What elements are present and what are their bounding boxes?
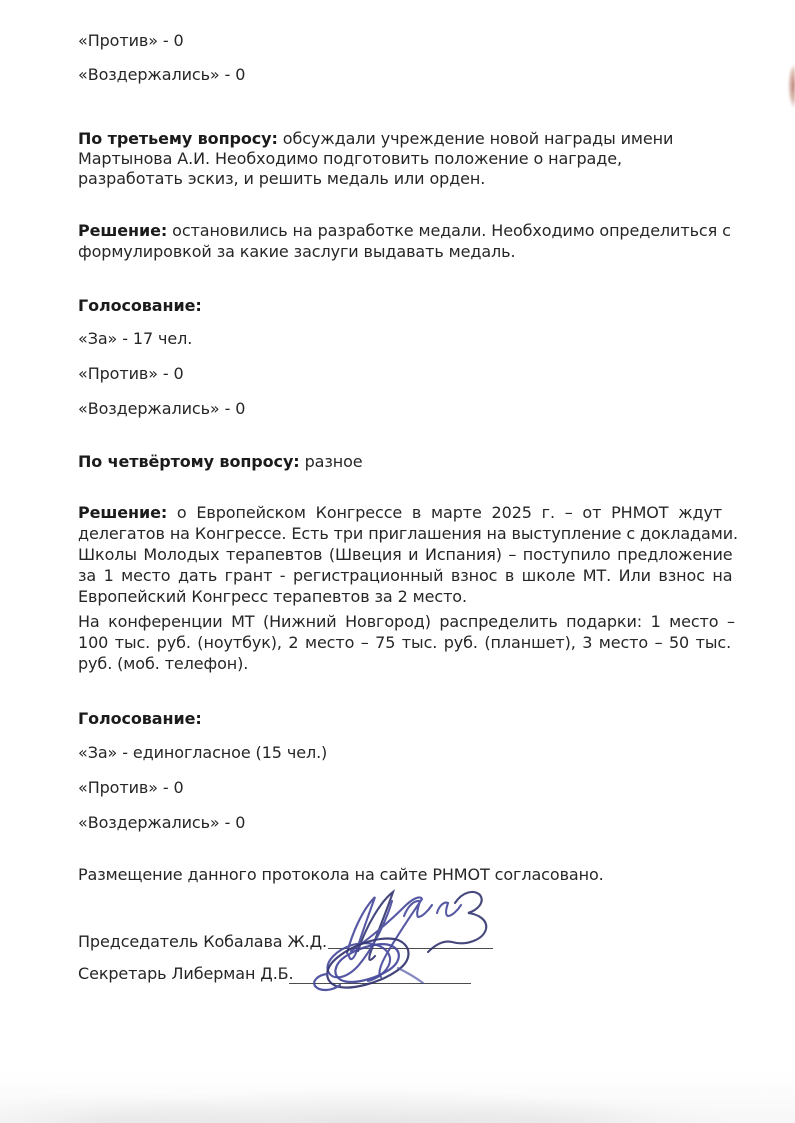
q3-decision-heading: Решение: bbox=[78, 221, 168, 240]
vote-abstain-line-2: «Воздержались» - 0 bbox=[78, 399, 246, 418]
q3-decision-line-2: формулировкой за какие заслуги выдавать медаль. bbox=[78, 242, 516, 261]
q4-conference-line-1: На конференции МТ (Нижний Новгород) распределить подарки: 1 место – bbox=[78, 612, 735, 631]
vote-abstain-line-1: «Воздержались» - 0 bbox=[78, 65, 246, 84]
q4-schools-line-2: за 1 место дать грант - регистрационный взнос в школе МТ. Или взнос на bbox=[78, 566, 733, 585]
q4-decision-line1-rest: о Европейском Конгрессе в марте 2025 г. – от РНМОТ ждут bbox=[167, 503, 723, 522]
q3-line-1 bbox=[78, 129, 728, 149]
vote-for-line-1: «За» - 17 чел. bbox=[78, 329, 193, 348]
q4-decision-line-2: делегатов на Конгрессе. Есть три приглашения на выступление с докладами. bbox=[78, 524, 738, 543]
vote-abstain-line-3: «Воздержались» - 0 bbox=[78, 813, 246, 832]
voting-heading-2: Голосование: bbox=[78, 709, 202, 728]
q3-heading: По третьему вопросу: bbox=[78, 129, 278, 148]
q4-heading: По четвёртому вопросу: bbox=[78, 452, 300, 471]
q4-schools-line-3: Европейский Конгресс терапевтов за 2 место. bbox=[78, 587, 467, 606]
q3-decision-line1-rest: остановились на разработке медали. Необходимо определиться с bbox=[167, 221, 731, 240]
vote-against-line-1: «Против» - 0 bbox=[78, 31, 184, 50]
scan-edge-artifact bbox=[783, 58, 795, 114]
q3-decision-paragraph bbox=[78, 220, 731, 262]
q4-schools-line-1: Школы Молодых терапевтов (Швеция и Испания) – поступило предложение bbox=[78, 545, 733, 564]
publication-note: Размещение данного протокола на сайте РНМОТ согласовано. bbox=[78, 865, 604, 884]
q4-conference-line-3: руб. (моб. телефон). bbox=[78, 654, 249, 673]
signatures-overlay bbox=[280, 876, 580, 1006]
q3-line-2: Мартынова А.И. Необходимо подготовить положение о награде, bbox=[78, 149, 622, 168]
q4-heading-line bbox=[78, 452, 363, 472]
voting-heading-1: Голосование: bbox=[78, 296, 202, 315]
q4-conference-line-2: 100 тыс. руб. (ноутбук), 2 место – 75 тыс. руб. (планшет), 3 место – 50 тыс. bbox=[78, 633, 732, 652]
vote-for-line-2: «За» - единогласное (15 чел.) bbox=[78, 743, 328, 762]
q3-line-3: разработать эскиз, и решить медаль или орден. bbox=[78, 169, 486, 188]
secretary-label: Секретарь Либерман Д.Б. bbox=[78, 964, 294, 983]
chairman-signature-ink bbox=[328, 892, 487, 981]
q4-conference-paragraph bbox=[78, 611, 735, 674]
vote-against-line-3: «Против» - 0 bbox=[78, 778, 184, 797]
q4-decision-line-1 bbox=[78, 502, 728, 523]
q4-topic: разное bbox=[299, 452, 363, 471]
q4-decision-heading: Решение: bbox=[78, 503, 168, 522]
chairman-label: Председатель Кобалава Ж.Д. bbox=[78, 932, 327, 951]
scan-bottom-band bbox=[0, 1071, 795, 1123]
vote-against-line-2: «Против» - 0 bbox=[78, 364, 184, 383]
q3-decision-line-1 bbox=[78, 220, 731, 241]
secretary-signature-ink bbox=[314, 939, 423, 990]
q3-paragraph bbox=[78, 129, 728, 189]
q4-schools-paragraph bbox=[78, 544, 733, 607]
q3-line1-rest: обсуждали учреждение новой награды имени bbox=[277, 129, 674, 148]
q4-decision-paragraph bbox=[78, 502, 738, 544]
